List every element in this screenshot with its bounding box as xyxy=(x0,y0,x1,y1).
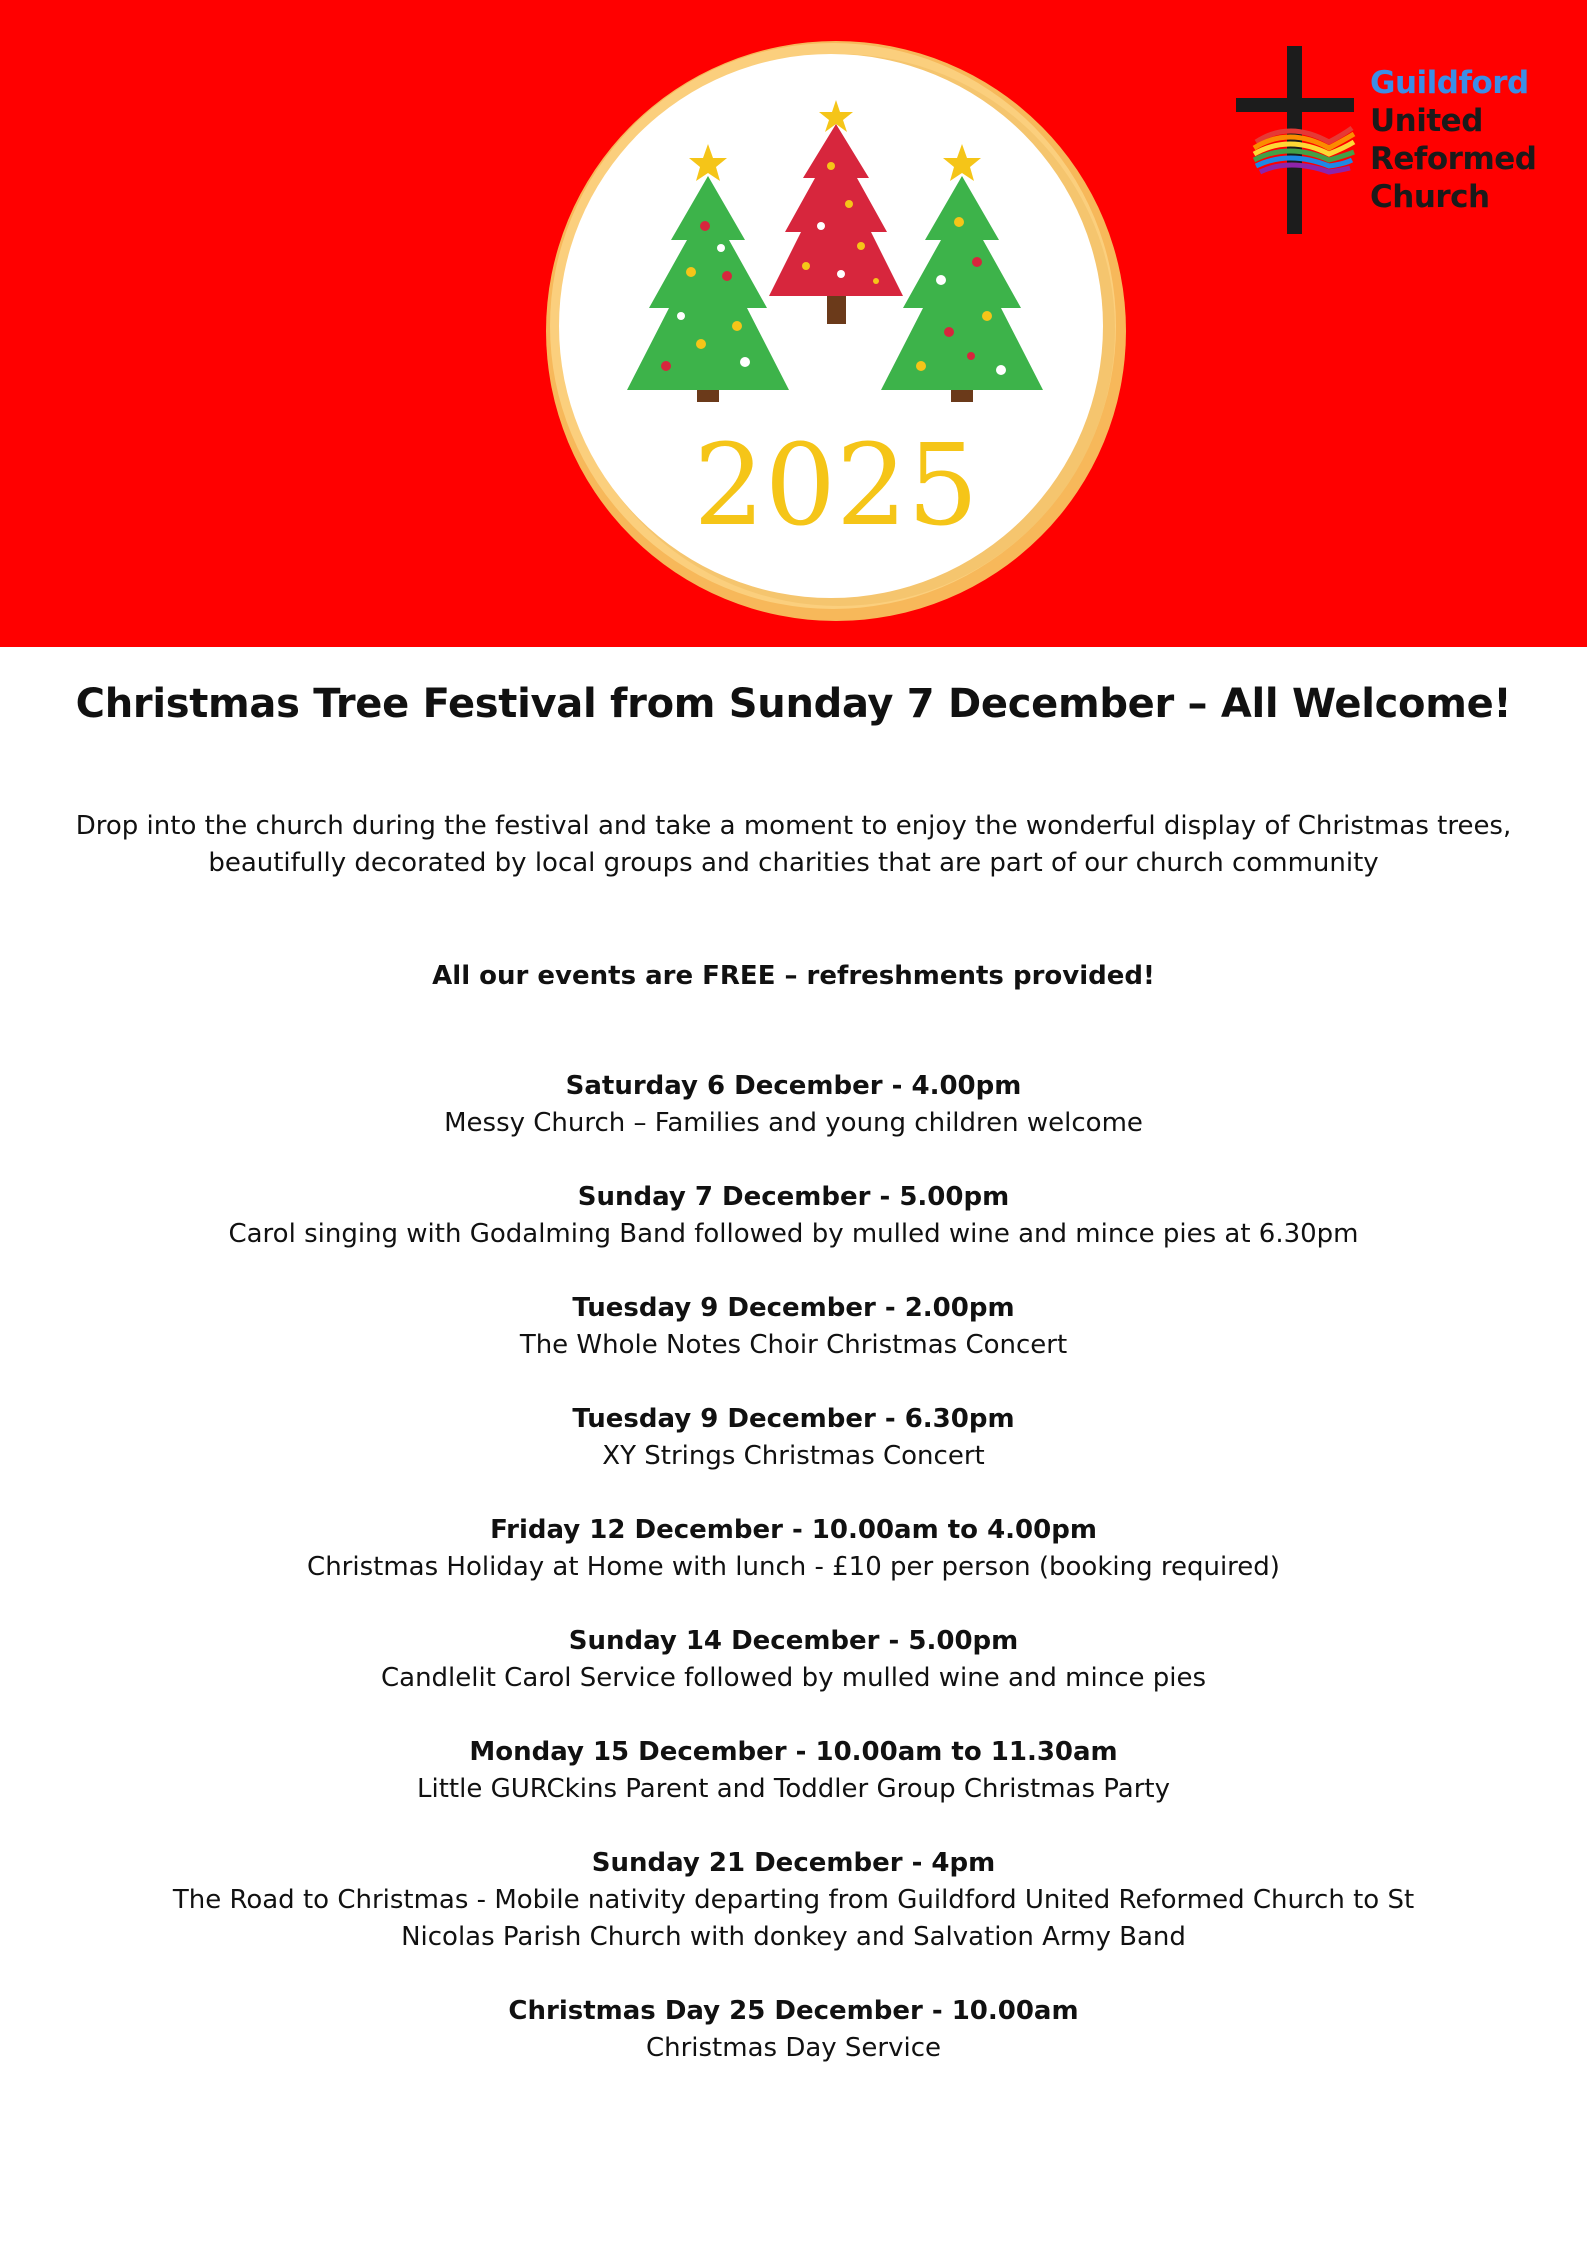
event-item xyxy=(0,1734,1587,1808)
event-item xyxy=(0,1179,1587,1253)
logo-text-guildford: Guildford xyxy=(1370,65,1529,101)
event-item xyxy=(0,1401,1587,1475)
event-item xyxy=(0,1623,1587,1697)
event-date-time: Christmas Day 25 December - 10.00am xyxy=(508,1996,1079,2026)
event-description: The Whole Notes Choir Christmas Concert xyxy=(519,1330,1068,1360)
event-description: The Road to Christmas - Mobile nativity departing from Guildford United Reformed Church to St Nicolas Parish Church with donkey and Salvation Army Band xyxy=(172,1885,1415,1952)
event-item xyxy=(0,1993,1587,2067)
event-date-time: Sunday 7 December - 5.00pm xyxy=(577,1182,1010,1212)
event-item xyxy=(0,1845,1587,1956)
event-description: Carol singing with Godalming Band followed by mulled wine and mince pies at 6.30pm xyxy=(228,1219,1359,1249)
event-date-time: Tuesday 9 December - 2.00pm xyxy=(572,1293,1015,1323)
page-title: Christmas Tree Festival from Sunday 7 December – All Welcome! xyxy=(75,681,1512,727)
event-item xyxy=(0,1290,1587,1364)
logo-text-reformed: Reformed xyxy=(1370,141,1537,177)
header-banner xyxy=(0,0,1587,647)
logo-text-united: United xyxy=(1370,103,1483,139)
event-description: Christmas Day Service xyxy=(645,2033,942,2063)
church-logo xyxy=(1234,42,1537,242)
cross-rainbow-fish-icon xyxy=(1234,42,1374,242)
event-item xyxy=(0,1512,1587,1586)
free-events-notice: All our events are FREE – refreshments provided! xyxy=(432,961,1155,991)
event-date-time: Monday 15 December - 10.00am to 11.30am xyxy=(469,1737,1118,1767)
event-item xyxy=(0,1068,1587,1142)
event-description: Christmas Holiday at Home with lunch - £10 per person (booking required) xyxy=(307,1552,1280,1582)
event-date-time: Sunday 14 December - 5.00pm xyxy=(568,1626,1019,1656)
event-description: Little GURCkins Parent and Toddler Group Christmas Party xyxy=(417,1774,1170,1804)
event-date-time: Sunday 21 December - 4pm xyxy=(591,1848,996,1878)
festival-year: 2025 xyxy=(693,421,979,551)
events-list xyxy=(0,1068,1587,2104)
event-description: Candlelit Carol Service followed by mulled wine and mince pies xyxy=(380,1663,1207,1693)
event-date-time: Tuesday 9 December - 6.30pm xyxy=(572,1404,1015,1434)
event-date-time: Saturday 6 December - 4.00pm xyxy=(565,1071,1022,1101)
event-date-time: Friday 12 December - 10.00am to 4.00pm xyxy=(490,1515,1097,1545)
christmas-trees-badge xyxy=(531,26,1141,636)
intro-paragraph: Drop into the church during the festival and take a moment to enjoy the wonderful display of Christmas trees, beautifully decorated by local groups and charities that are part of our church community xyxy=(75,811,1512,878)
logo-text-church: Church xyxy=(1370,179,1490,215)
event-description: Messy Church – Families and young children welcome xyxy=(444,1108,1143,1138)
event-description: XY Strings Christmas Concert xyxy=(602,1441,985,1471)
